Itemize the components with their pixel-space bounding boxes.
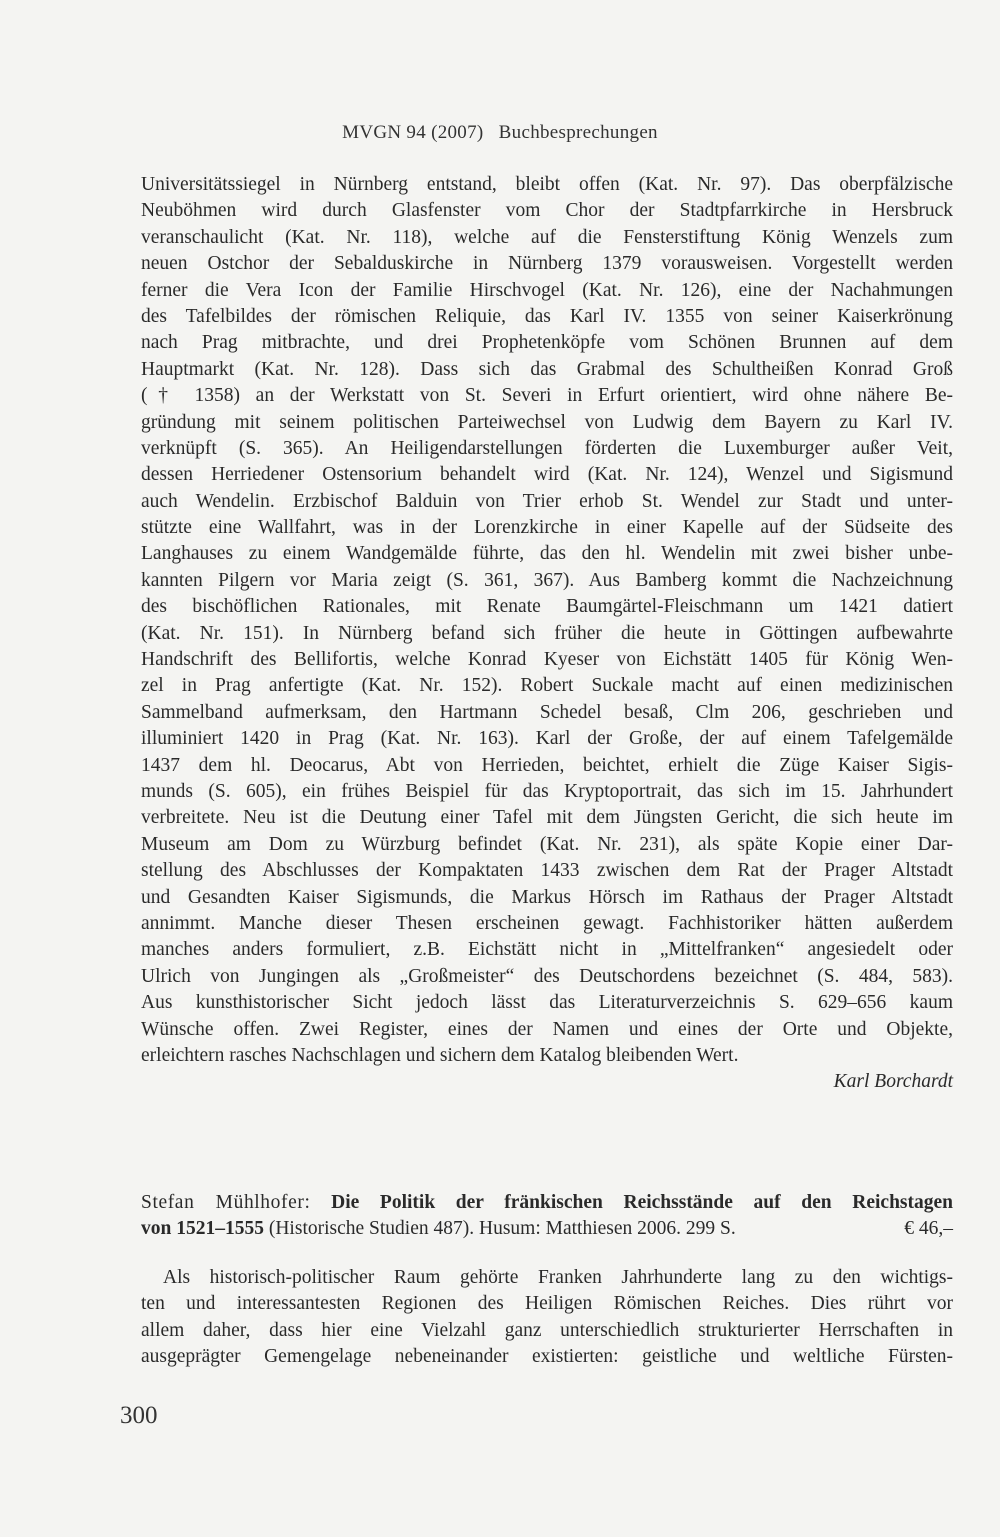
text-line: stellung des Abschlusses der Kompaktaten 1433 zwischen dem Rat der Prager Altstadt	[141, 860, 953, 882]
book-price: € 46,–	[904, 1218, 953, 1240]
text-line: des Tafelbildes der römischen Reliquie, das Karl IV. 1355 von seiner Kaiserkrönung	[141, 305, 953, 327]
text-line: Wünsche offen. Zwei Register, eines der Namen und eines der Orte und Objekte,	[141, 1018, 953, 1040]
text-line: Als historisch-politischer Raum gehörte Franken Jahrhunderte lang zu den wichtigs-	[163, 1267, 953, 1288]
text-line: annimmt. Manche dieser Thesen erscheinen gewagt. Fachhistoriker hätten außerdem	[141, 912, 953, 934]
text-line: erleichtern rasches Nachschlagen und sichern dem Katalog bleibenden Wert.	[141, 1044, 739, 1066]
heading-line-2	[141, 1216, 953, 1242]
text-line: Handschrift des Bellifortis, welche Konrad Kyeser von Eichstätt 1405 für König Wen-	[141, 649, 953, 671]
text-line: († 1358) an der Werkstatt von St. Severi in Erfurt orientiert, wird ohne nähere Be-	[141, 385, 953, 407]
text-line: des bischöflichen Rationales, mit Renate Baumgärtel-Fleischmann um 1421 datiert	[141, 596, 953, 618]
text-line: ferner die Vera Icon der Familie Hirschvogel (Kat. Nr. 126), eine der Nachahmungen	[141, 279, 953, 301]
text-line: verknüpft (S. 365). An Heiligendarstellungen förderten die Luxemburger außer Veit,	[141, 437, 953, 459]
text-line: manches anders formuliert, z.B. Eichstätt nicht in „Mittelfranken“ angesiedelt oder	[141, 939, 953, 961]
running-head: MVGN 94 (2007) Buchbesprechungen	[342, 122, 658, 143]
book-title-part2: von 1521–1555	[141, 1218, 264, 1240]
text-line: Museum am Dom zu Würzburg befindet (Kat. Nr. 231), als späte Kopie einer Dar-	[141, 833, 953, 855]
text-line: Neuböhmen wird durch Glasfenster vom Chor der Stadtpfarrkirche in Hersbruck	[141, 200, 953, 222]
text-line: kannten Pilgern vor Maria zeigt (S. 361, 367). Aus Bamberg kommt die Nachzeichnung	[141, 569, 953, 591]
review-body	[141, 1265, 953, 1371]
text-line: auch Wendelin. Erzbischof Balduin von Trier erhob St. Wendel zur Stadt und unter-	[141, 490, 953, 512]
book-details: (Historische Studien 487). Husum: Matthiesen 2006. 299 S.	[268, 1218, 736, 1240]
text-line: stützte eine Wallfahrt, was in der Lorenzkirche in einer Kapelle auf der Südseite des	[141, 517, 953, 539]
text-line: dessen Herriedener Ostensorium behandelt wird (Kat. Nr. 124), Wenzel und Sigismund	[141, 464, 953, 486]
text-line: Aus kunsthistorischer Sicht jedoch lässt das Literaturverzeichnis S. 629–656 kaum	[141, 992, 953, 1014]
text-line: gründung mit seinem politischen Parteiwechsel von Ludwig dem Bayern zu Karl IV.	[141, 411, 953, 433]
text-line: ausgeprägter Gemengelage nebeneinander existierten: geistliche und weltliche Fürsten-	[141, 1346, 953, 1368]
text-line: illuminiert 1420 in Prag (Kat. Nr. 163). Karl der Große, der auf einem Tafelgemälde	[141, 728, 953, 750]
text-line: neuen Ostchor der Sebalduskirche in Nürnberg 1379 vorausweisen. Vorgestellt werden	[141, 253, 953, 275]
page-number: 300	[120, 1402, 158, 1429]
text-line: Hauptmarkt (Kat. Nr. 128). Dass sich das Grabmal des Schultheißen Konrad Groß	[141, 358, 953, 380]
review-continuation	[141, 172, 953, 1096]
reviewer-signature: Karl Borchardt	[833, 1071, 953, 1093]
book-title-part1: Die Politik der fränkischen Reichsstände auf den Reichstagen	[331, 1192, 953, 1213]
review-heading	[141, 1190, 953, 1243]
text-line: Ulrich von Jungingen als „Großmeister“ des Deutschordens bezeichnet (S. 484, 583).	[141, 965, 953, 987]
text-line: nach Prag mitbrachte, und drei Prophetenköpfe vom Schönen Brunnen auf dem	[141, 332, 953, 354]
text-line: (Kat. Nr. 151). In Nürnberg befand sich früher die heute in Göttingen aufbewahrte	[141, 622, 953, 644]
text-line: und Gesandten Kaiser Sigismunds, die Markus Hörsch im Rathaus der Prager Altstadt	[141, 886, 953, 908]
text-line: veranschaulicht (Kat. Nr. 118), welche auf die Fensterstiftung König Wenzels zum	[141, 226, 953, 248]
text-line: Sammelband aufmerksam, den Hartmann Schedel besaß, Clm 206, geschrieben und	[141, 701, 953, 723]
text-line: munds (S. 605), ein frühes Beispiel für das Kryptoportrait, das sich im 15. Jahrhundert	[141, 780, 953, 802]
text-line: Langhauses zu einem Wandgemälde führte, das den hl. Wendelin mit zwei bisher unbe-	[141, 543, 953, 565]
text-line: 1437 dem hl. Deocarus, Abt von Herrieden, beichtet, erhielt die Züge Kaiser Sigis-	[141, 754, 953, 776]
text-line: allem daher, dass hier eine Vielzahl ganz unterschiedlich strukturierter Herrschaften in	[141, 1319, 953, 1341]
text-line: Universitätssiegel in Nürnberg entstand, bleibt offen (Kat. Nr. 97). Das oberpfälzische	[141, 174, 953, 195]
review-author: Stefan Mühlhofer:	[141, 1192, 311, 1213]
heading-line-1	[141, 1190, 953, 1216]
text-line: zel in Prag anfertigte (Kat. Nr. 152). Robert Suckale macht auf einen medizinischen	[141, 675, 953, 697]
text-line: verbreitete. Neu ist die Deutung einer Tafel mit dem Jüngsten Gericht, die sich heute im	[141, 807, 953, 829]
text-line: ten und interessantesten Regionen des Heiligen Römischen Reiches. Dies rührt vor	[141, 1293, 953, 1315]
